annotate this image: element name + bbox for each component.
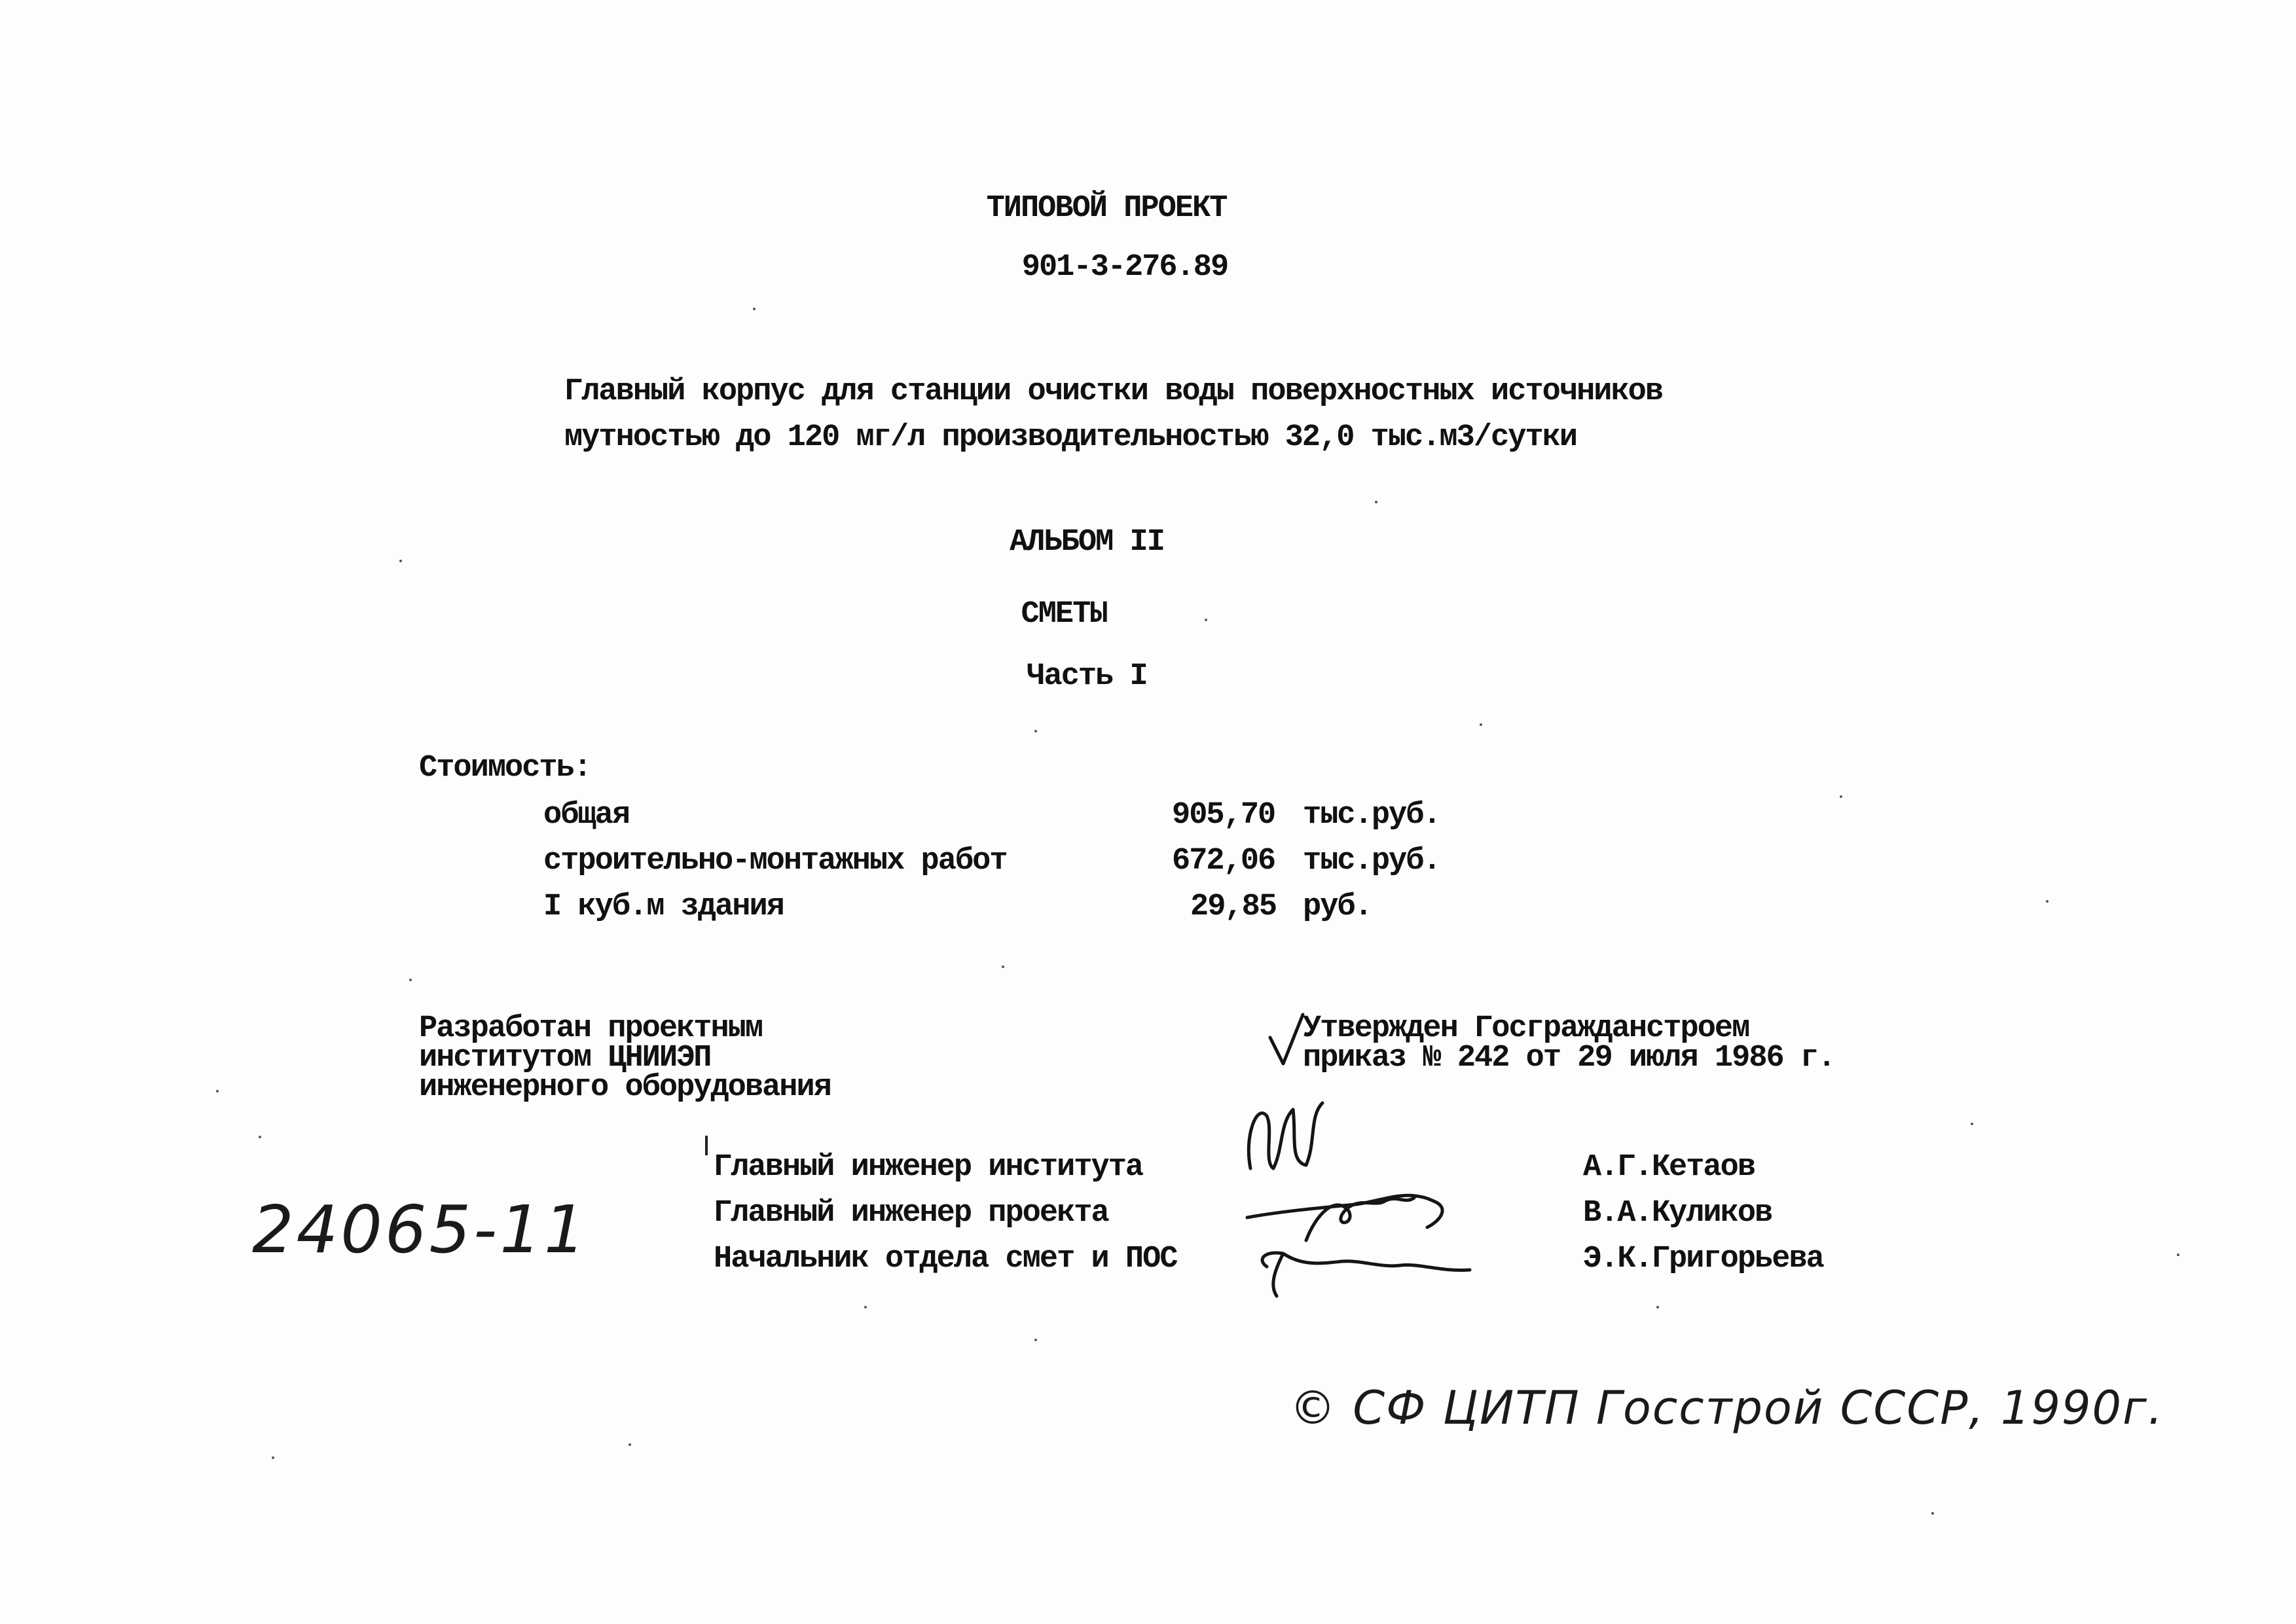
- scan-speck: [1971, 1123, 1973, 1125]
- signatory-role: Главный инженер проекта: [714, 1196, 1108, 1231]
- cost-row-unit: тыс.руб.: [1303, 798, 1440, 833]
- document-type: ТИПОВОЙ ПРОЕКТ: [986, 191, 1227, 226]
- scan-speck: [864, 1306, 867, 1308]
- cost-row-unit: руб.: [1303, 890, 1372, 924]
- album-part: Часть I: [1027, 659, 1147, 694]
- signatory-role: Начальник отдела смет и ПОС: [714, 1242, 1177, 1276]
- developer-line-3: инженерного оборудования: [419, 1070, 831, 1105]
- project-number: 901-3-276.89: [1021, 250, 1228, 285]
- description-line-2: мутностью до 120 мг/л производительностью 32,0 тыс.м3/сутки: [564, 420, 1577, 455]
- scan-speck: [753, 308, 756, 310]
- margin-tick-mark: [705, 1136, 708, 1155]
- scan-speck: [1034, 1339, 1037, 1341]
- scan-speck: [1034, 730, 1037, 732]
- scan-speck: [399, 560, 402, 562]
- copyright-stamp: © СФ ЦИТП Госстрой СССР, 1990г.: [1290, 1381, 2164, 1435]
- cost-row-label: общая: [543, 798, 630, 833]
- scan-speck: [1480, 723, 1482, 726]
- description-line-1: Главный корпус для станции очистки воды поверхностных источников: [564, 374, 1663, 409]
- approval-check-mark: [1267, 1011, 1306, 1070]
- scan-speck: [1002, 965, 1004, 968]
- signatory-name: В.А.Куликов: [1583, 1196, 1772, 1231]
- scan-speck: [2177, 1254, 2179, 1256]
- approval-line-1: Утвержден Госгражданстроем: [1303, 1011, 1749, 1046]
- scan-speck: [1205, 619, 1207, 621]
- handwritten-signatures: [1244, 1090, 1519, 1299]
- signatory-role: Главный инженер института: [714, 1150, 1143, 1185]
- scan-speck: [272, 1456, 274, 1459]
- scan-speck: [629, 1443, 631, 1446]
- approval-line-2: приказ № 242 от 29 июля 1986 г.: [1303, 1041, 1835, 1075]
- scan-speck: [216, 1090, 219, 1092]
- inventory-number: 24065-11: [252, 1191, 589, 1268]
- cost-row-value: 905,70: [1172, 798, 1275, 833]
- cost-row-value: 29,85: [1190, 890, 1277, 924]
- scan-speck: [2046, 900, 2049, 903]
- album-subtitle: СМЕТЫ: [1021, 597, 1107, 632]
- cost-row-label: строительно-монтажных работ: [543, 844, 1007, 878]
- cost-heading: Стоимость:: [419, 751, 591, 785]
- scan-speck: [1656, 1306, 1659, 1308]
- album-title: АЛЬБОМ II: [1010, 525, 1164, 560]
- cost-row-label: I куб.м здания: [543, 890, 784, 924]
- scan-speck: [1375, 501, 1377, 503]
- signatory-name: А.Г.Кетаов: [1583, 1150, 1755, 1185]
- developer-line-1: Разработан проектным: [419, 1011, 763, 1046]
- scan-speck: [259, 1136, 261, 1138]
- cost-row-unit: тыс.руб.: [1303, 844, 1440, 878]
- signatory-name: Э.К.Григорьева: [1583, 1242, 1823, 1276]
- scan-speck: [1931, 1512, 1934, 1515]
- developer-line-2: институтом ЦНИИЭП: [419, 1041, 711, 1075]
- cost-row-value: 672,06: [1172, 844, 1275, 878]
- scan-speck: [409, 979, 412, 981]
- scan-speck: [1840, 795, 1842, 798]
